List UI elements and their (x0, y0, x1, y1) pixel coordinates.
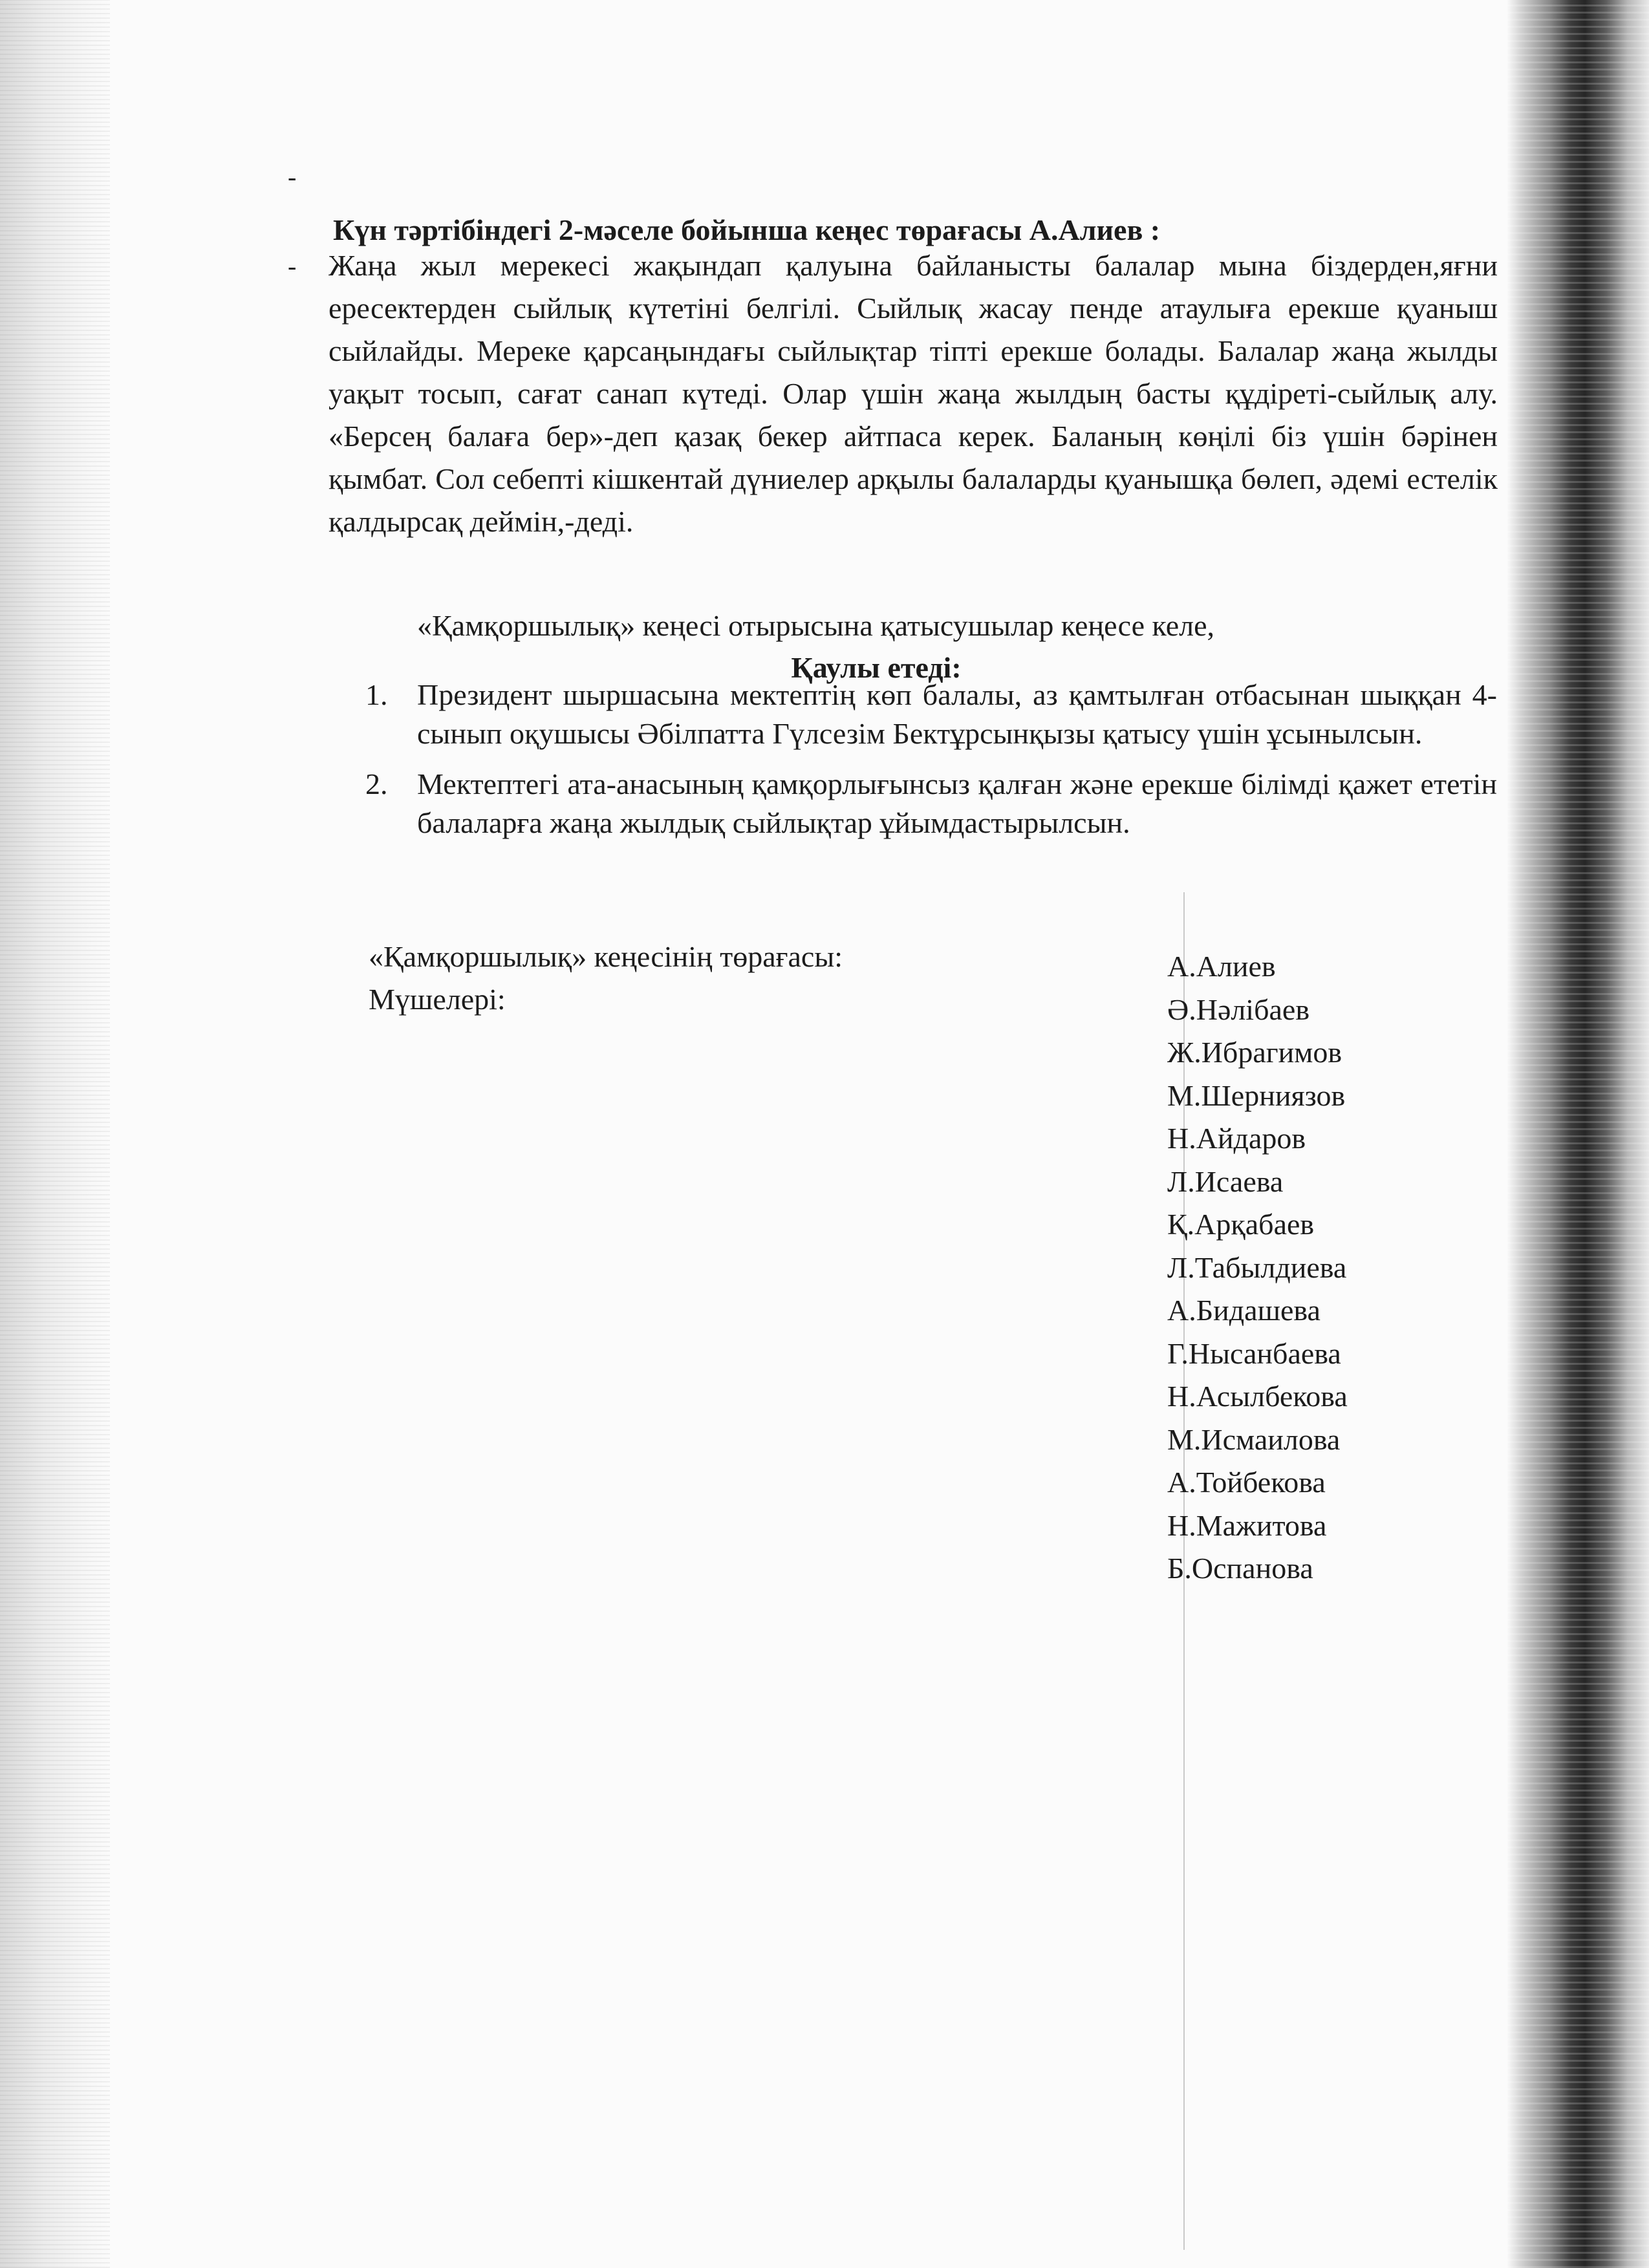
chair-label: «Қамқоршылық» кеңесінің төрағасы: (369, 940, 843, 973)
resolution-list (365, 676, 1497, 854)
signatory-name: Г.Нысанбаева (1167, 1336, 1341, 1370)
resolution-item (365, 765, 1497, 842)
signatory-name: А.Бидашева (1167, 1294, 1320, 1327)
signatory-name: А.Тойбекова (1167, 1466, 1326, 1499)
signatory-name: Қ.Арқабаев (1167, 1208, 1315, 1241)
decree-title-text: Қаулы етеді: (791, 651, 962, 684)
signatory-name: М.Исмаилова (1167, 1422, 1341, 1456)
signatory-name: Б.Оспанова (1167, 1552, 1313, 1585)
signatory-name: Л.Табылдиева (1167, 1250, 1347, 1284)
council-lead-text: «Қамқоршылық» кеңесі отырысына қатысушылар кеңесе келе, (417, 609, 1215, 642)
resolution-number: 1. (365, 678, 388, 711)
speech-paragraph: Жаңа жыл мерекесі жақындап қалуына байланысты балалар мына біздерден,яғни ересектерден сыйлық күтетіні белгілі. Сыйлық жасау пенде атаулыға ерекше қуаныш сыйлайды. Мереке қарсаңындағы сыйлықтар тіпті ерекше болады. Балалар жаңа жылды уақыт тосып, сағат санап күтеді. Олар үшін жаңа жылдың басты құдіреті-сыйлық алу. «Берсең балаға бер»-деп қазақ бекер айтпаса керек. Баланың көңілі біз үшін бәрінен қымбат. Сол себепті кішкентай дүниелер арқылы балаларды қуанышқа бөлеп, әдемі естелік қалдырсақ деймін,-деді. (329, 249, 1498, 538)
signatory-name: М.Шерниязов (1167, 1078, 1346, 1112)
resolution-text: Мектептегі ата-анасының қамқорлығынсыз қалған және ерекше білімді қажет ететін балаларға жаңа жылдық сыйлықтар ұйымдастырылсын. (417, 767, 1497, 839)
signatory-name: Ә.Нәлібаев (1167, 992, 1310, 1026)
members-label: Мүшелері: (369, 983, 506, 1016)
signatory-name: Н.Мажитова (1167, 1508, 1327, 1542)
agenda-heading: Күн тәртібіндегі 2-мәселе бойынша кеңес төрағасы А.Алиев : (333, 213, 1161, 246)
signatory-name: Ж.Ибрагимов (1167, 1036, 1342, 1069)
resolution-text: Президент шыршасына мектептің көп балалы, аз қамтылған отбасынан шыққан 4-сынып оқушысы Әбілпатта Гүлсезім Бектұрсынқызы қатысу үшін ұсынылсын. (417, 678, 1497, 750)
speech-bullet: - (288, 251, 297, 281)
signatory-list (1167, 945, 1491, 1590)
signatory-name: А.Алиев (1167, 950, 1276, 983)
signatory-name: Л.Исаева (1167, 1164, 1284, 1198)
signatory-name: Н.Асылбекова (1167, 1380, 1348, 1413)
signatory-name: Н.Айдаров (1167, 1122, 1306, 1155)
top-marker: - (288, 162, 297, 191)
resolution-number: 2. (365, 767, 388, 800)
resolution-item (365, 676, 1497, 753)
